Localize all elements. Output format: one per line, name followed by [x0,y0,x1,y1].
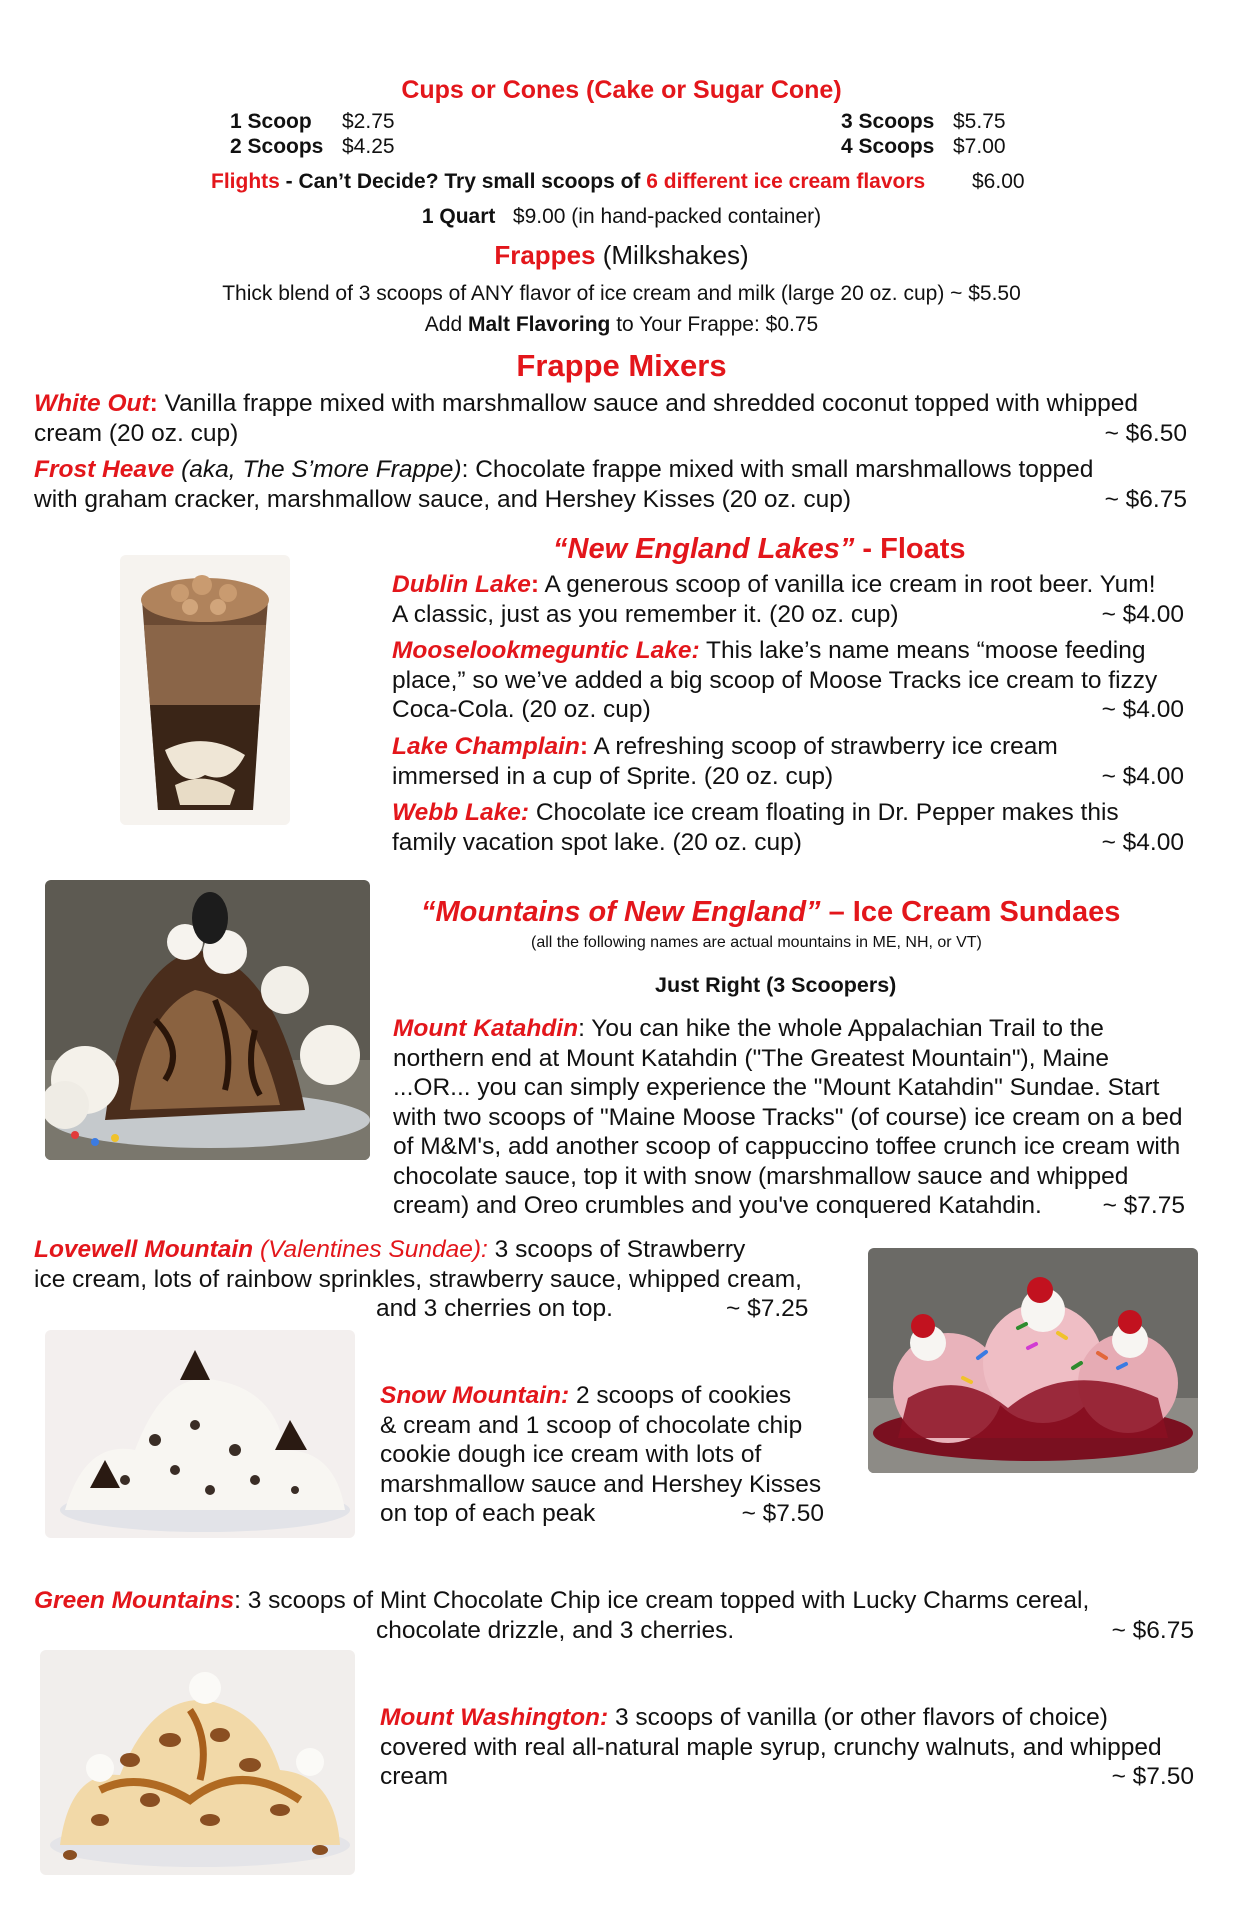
sundae-price: ~ $7.50 [741,1500,824,1527]
sundae-line: : You can hike the whole Appalachian Trail to the [578,1015,1104,1042]
frappes-desc: Thick blend of 3 scoops of ANY flavor of ice cream and milk (large 20 oz. cup) ~ $5.50 [222,282,1021,305]
flights-price: $6.00 [972,170,1025,193]
sundae-line: cream) and Oreo crumbles and you've conquered Katahdin. [393,1192,1042,1219]
float-photo [120,555,290,825]
snow-sundae-image [45,1330,355,1538]
sundae-name: Green Mountains [34,1587,235,1614]
sundae-mount-katahdin [393,1014,1199,1221]
snow-photo [45,1330,355,1538]
sundae-line: chocolate drizzle, and 3 cherries. [376,1616,735,1644]
float-line: Coca-Cola. (20 oz. cup) [392,696,651,723]
sundaes-title [421,896,1120,929]
mixer-name: Frost Heave [34,456,175,483]
floats-title [553,533,966,566]
sundae-line: cookie dough ice cream with lots of [380,1441,762,1468]
sundae-line: of M&M's, add another scoop of cappuccino toffee crunch ice cream with [393,1133,1181,1160]
mixers-title: Frappe Mixers [516,348,727,383]
mixer-line1: Vanilla frappe mixed with marshmallow sauce and shredded coconut topped with whipped [157,390,1138,417]
quart-label: 1 Quart [421,205,496,228]
washington-sundae-image [40,1650,355,1875]
float-line: immersed in a cup of Sprite. (20 oz. cup) [392,762,834,790]
size-label-2: 2 Scoops [230,135,324,158]
sundae-line: chocolate sauce, top it with snow (marshmallow sauce and whipped [393,1162,1129,1190]
float-webb-lake [392,798,1198,857]
size-price-4: $7.00 [953,135,1006,158]
mixer-line2: with graham cracker, marshmallow sauce, and Hershey Kisses (20 oz. cup) [34,485,851,513]
floats-title-rest: - Floats [854,533,966,565]
mixer-line2: cream (20 oz. cup) [34,419,239,447]
sundae-line: 3 scoops of vanilla (or other flavors of choice) [608,1704,1108,1731]
size-price-1: $2.75 [342,110,395,133]
mixer-alias: (aka, The S’more Frappe) [174,456,462,483]
float-price: ~ $4.00 [1101,762,1184,790]
sundae-line: and 3 cherries on top. [376,1295,613,1322]
float-drink-image [120,555,290,825]
sundaes-subheading: Just Right (3 Scoopers) [655,973,897,997]
sundae-line: with two scoops of "Maine Moose Tracks" (of course) ice cream on a bed [393,1103,1183,1131]
float-price: ~ $4.00 [1101,600,1184,628]
size-label-3: 3 Scoops [841,110,935,133]
flights-label: Flights [211,170,280,193]
sundae-name: Mount Katahdin [393,1015,579,1042]
float-name: Webb Lake: [392,799,530,826]
malt-pre: Add [424,313,468,336]
lovewell-photo [868,1248,1198,1473]
float-name: Dublin Lake [392,571,531,598]
float-line: family vacation spot lake. (20 oz. cup) [392,828,802,856]
katahdin-sundae-image [45,880,370,1160]
sundae-line: covered with real all-natural maple syrup, crunchy walnuts, and whipped [380,1733,1162,1761]
cups-title: Cups or Cones (Cake or Sugar Cone) [401,76,842,104]
washington-photo [40,1650,355,1875]
float-price: ~ $4.00 [1101,828,1184,856]
float-line: A generous scoop of vanilla ice cream in root beer. Yum! [539,571,1156,598]
float-line: place,” so we’ve added a big scoop of Moose Tracks ice cream to fizzy [392,666,1158,694]
sundae-line: ...OR... you can simply experience the "Mount Katahdin" Sundae. Start [393,1074,1160,1101]
sundaes-subtitle: (all the following names are actual mountains in ME, NH, or VT) [531,934,982,951]
sundae-line: ice cream, lots of rainbow sprinkles, strawberry sauce, whipped cream, [34,1265,802,1293]
float-name: Lake Champlain [392,733,580,760]
sundae-name: Mount Washington: [380,1704,609,1731]
mixer-line1: Chocolate frappe mixed with small marshmallows topped [468,456,1094,483]
sundae-green-mountains [34,1586,1194,1645]
flights-line [211,170,925,194]
sundae-price: ~ $7.25 [726,1295,809,1322]
float-line: This lake’s name means “moose feeding [699,637,1146,664]
float-price: ~ $4.00 [1101,696,1184,723]
sundae-line: 3 scoops of Strawberry [487,1236,746,1263]
float-name: Mooselookmeguntic Lake: [392,637,700,664]
frappes-title-red: Frappes [494,240,596,270]
sundaes-title-rest: – Ice Cream Sundaes [820,896,1121,928]
sundae-line: northern end at Mount Katahdin ("The Greatest Mountain"), Maine [393,1044,1110,1072]
malt-bold: Malt Flavoring [468,313,611,336]
sundae-snow-mountain [380,1381,850,1529]
lovewell-sundae-image [868,1248,1198,1473]
float-line: A classic, just as you remember it. (20 oz. cup) [392,600,899,628]
float-lake-champlain: Lake Champlain: A refreshing scoop of strawberry ice cream immersed in a cup of Sprite. (20 oz. cup) ~ $4.00 [392,733,1184,790]
quart-line [0,205,1243,229]
mixer-white-out: White Out: Vanilla frappe mixed with marshmallow sauce and shredded coconut topped with whipped cream (20 oz. cup) ~ $6.50 [34,390,1187,447]
floats-title-italic: “New England Lakes” [553,533,855,565]
sundae-price: ~ $7.50 [1111,1763,1194,1790]
sundae-line: 2 scoops of cookies [569,1382,792,1409]
sundae-line: & cream and 1 scoop of chocolate chip [380,1411,803,1439]
malt-line [0,313,1243,337]
float-dublin-lake: Dublin Lake: A generous scoop of vanilla ice cream in root beer. Yum! A classic, just as you remember it. (20 oz. cup) ~ $4.00 [392,571,1184,628]
frappes-title [0,240,1243,271]
sundae-price: ~ $6.75 [1111,1616,1194,1644]
sundae-lovewell-mountain [34,1235,834,1324]
float-mooselookmeguntic [392,636,1198,725]
float-line: Chocolate ice cream floating in Dr. Pepper makes this [529,799,1119,826]
mixer-name: White Out [34,390,150,417]
sundae-line: cream [380,1763,449,1790]
sundae-name: Snow Mountain: [380,1382,570,1409]
float-line: A refreshing scoop of strawberry ice cream [588,733,1058,760]
sundaes-title-italic: “Mountains of New England” [421,896,821,928]
frappes-title-rest: (Milkshakes) [595,240,749,270]
size-label-1: 1 Scoop [230,110,312,133]
mixer-price: ~ $6.75 [1104,485,1187,513]
sundae-line: marshmallow sauce and Hershey Kisses [380,1470,822,1498]
flights-highlight: 6 different ice cream flavors [646,170,926,193]
katahdin-photo [45,880,370,1160]
size-price-2: $4.25 [342,135,395,158]
sundae-name: Lovewell Mountain [34,1236,254,1263]
malt-post: to Your Frappe: $0.75 [610,313,819,336]
sundae-alias: (Valentines Sundae): [253,1236,488,1263]
flights-text: - Can’t Decide? Try small scoops of [279,170,647,193]
mixer-frost-heave: Frost Heave (aka, The S’more Frappe): Chocolate frappe mixed with small marshmallows topped with graham cracker, marshmallow sauce, and Hershey Kisses (20 oz. cup) ~ $6.75 [34,456,1187,513]
mixer-price: ~ $6.50 [1104,419,1187,447]
sundae-price: ~ $7.75 [1102,1192,1185,1219]
sundae-line: : 3 scoops of Mint Chocolate Chip ice cream topped with Lucky Charms cereal, [234,1587,1090,1614]
size-label-4: 4 Scoops [841,135,935,158]
sundae-line: on top of each peak [380,1500,596,1527]
size-price-3: $5.75 [953,110,1006,133]
quart-text: $9.00 (in hand-packed container) [512,205,822,228]
sundae-mount-washington [380,1703,1194,1792]
